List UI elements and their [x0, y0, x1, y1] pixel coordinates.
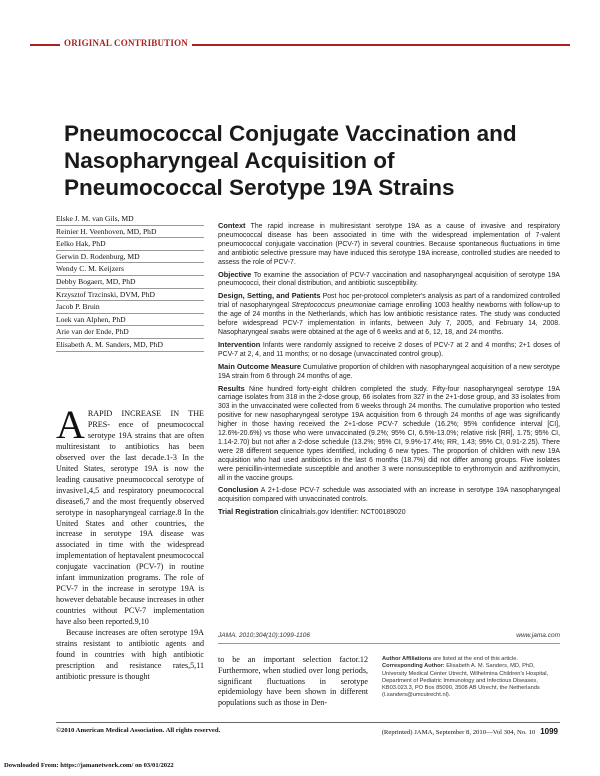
abstract	[218, 222, 560, 521]
author-affiliations: Author Affiliations are listed at the end of this article. Corresponding Author: Elisabeth A. M. Sanders, MD, PhD, University Medical Center Utrecht, Wilhelmina Children's Hospital, Department of Pediatric Immunology and Infectious Diseases, KB03.023.3, PO Box 85090, 3508 AB Utrecht, the Netherlands (l.sanders@umcutrecht.nl).	[382, 656, 549, 699]
abstract-context: Context The rapid increase in multiresistant serotype 19A as a cause of invasive and respiratory pneumococcal disease has been associated in time with the widespread implementation of 7-valent pneumococcal conjugate vaccination (PCV-7) in several countries. Because spontaneous fluctuations in time and antibiotic selective pressure may have induced this serotype 19A increase, controlled studies are needed to assess the role of PCV-7.	[218, 221, 560, 266]
abstract-trial: Trial Registration clinicaltrials.gov Identifier: NCT00189020	[218, 507, 406, 517]
abstract-intervention: Intervention Infants were randomly assigned to receive 2 doses of PCV-7 at 2 and 4 months; 2+1 doses of PCV-7 at 2, 4, and 11 months; or no dosage (unvaccinated control group).	[218, 339, 561, 358]
abstract-outcome: Main Outcome Measure Cumulative proportion of children with nasopharyngeal acquisition of a new serotype 19A strain from 6 through 24 months of age.	[218, 361, 560, 380]
body-paragraph: Because increases are often serotype 19A strains resistant to antibiotic agents and found in countries with high antibiotic prescription and resistance rates,5,11 antibiotic pressure is thought	[56, 628, 204, 681]
website-link[interactable]: www.jama.com	[516, 632, 560, 639]
author: Jacob P. Bruin	[56, 301, 204, 314]
abstract-design: Design, Setting, and Patients Post hoc per-protocol completer's analysis as part of a randomized controlled trial of nasopharyngeal Streptococcus pneumoniae carriage enrolling 1003 healthy newborns with follow-up to the age of 24 months in the Netherlands, which has low antibiotic resistance rates. The study was conducted before widespread PCV-7 implementation in infants, between July 7, 2005, and February 14, 2008. Nasopharyngeal swabs were obtained at the age of 6 weeks and at 6, 12, 18, and 24 months.	[218, 291, 560, 336]
footer-rule	[56, 722, 560, 723]
section-label: ORIGINAL CONTRIBUTION	[60, 38, 192, 48]
body-paragraph: ARAPID INCREASE IN THE PRES- ence of pneumococcal serotype 19A strains that are often multiresistant to antibiotics has been observed over the last decade.1-3 In the United States, serotype 19A is now the leading causative pneumococcal serotype of invasive1,4,5 and respiratory pneumococcal disease6,7 and the most frequently observed serotype in nasopharyngeal carriage.8 In the United States and other countries, the increase in serotype 19A disease was associated in time with the widespread implementation of heptavalent pneumococcal conjugate vaccination (PCV-7) in routine infant immunization programs. The role of PCV-7 in the increase in serotype 19A is however debatable because increases in other countries without PCV-7 implementation have also been reported.9,10	[56, 402, 204, 627]
journal-citation: JAMA. 2010;304(10):1099-1106	[218, 632, 311, 639]
author: Krzysztof Trzcinski, DVM, PhD	[56, 289, 204, 302]
author: Eelko Hak, PhD	[56, 238, 204, 251]
citation-line	[218, 632, 560, 639]
drop-cap: A	[56, 402, 85, 447]
author-list	[56, 213, 204, 352]
author: Wendy C. M. Keijzers	[56, 263, 204, 276]
author: Elske J. M. van Gils, MD	[56, 213, 204, 226]
download-notice: Downloaded From: https://jamanetwork.com/ on 03/01/2022	[4, 762, 174, 769]
page-number: 1099	[540, 727, 558, 736]
copyright: ©2010 American Medical Association. All rights reserved.	[56, 727, 221, 734]
author: Reinier H. Veenhoven, MD, PhD	[56, 226, 204, 239]
abstract-objective: Objective To examine the association of PCV-7 vaccination and nasopharyngeal acquisition of serotype 19A pneumococci, their clonal distribution, and antibiotic susceptibility.	[218, 269, 560, 288]
abstract-results: Results Nine hundred forty-eight children completed the study. Fifty-four nasopharyngeal serotype 19A carriage isolates from 318 in the 2-dose group, 66 isolates from 327 in the 2+1-dose group, and 33 isolates from 303 in the unvaccinated were collected from 6 weeks through 24 months. The cumulative proportion who tested positive for new nasopharyngeal serotype 19A acquisition from 6 through 24 months of age was significantly higher in those having received the 2+1-dose PCV-7 schedule (16.2%; 95% confidence interval [CI], 12.6%-20.6%) vs those who were unvaccinated (9.2%; 95% CI, 6.5%-13.0%; relative risk [RR], 1.75; 95% CI, 1.14-2.70) but not after a 2-dose schedule (13.2%; 95% CI, 9.9%-17.4%; RR, 1.43; 95% CI, 0.91-2.25). There were 28 different sequence types identified, including 6 new types. The proportion of children with new 19A acquisition who had used antibiotics in the last 6 months (18.7%) did not differ among groups. Five isolates were penicillin-intermediate susceptible and another 3 were nonsusceptible to erythromycin and azithromycin, all in the vaccine groups.	[218, 383, 560, 482]
author: Arie van der Ende, PhD	[56, 326, 204, 339]
article-title: Pneumococcal Conjugate Vaccination and Nasopharyngeal Acquisition of Pneumococcal Serotype 19A Strains	[64, 121, 517, 200]
author: Elisabeth A. M. Sanders, MD, PhD	[56, 339, 204, 352]
divider	[218, 643, 560, 644]
abstract-conclusion: Conclusion A 2+1-dose PCV-7 schedule was associated with an increase in serotype 19A nasopharyngeal acquisition compared with unvaccinated controls.	[218, 485, 560, 504]
body-column-1	[56, 402, 204, 683]
author: Gerwin D. Rodenburg, MD	[56, 251, 204, 264]
body-column-2: to be an important selection factor.12 Furthermore, when studied over long periods, significant fluctuations in serotype epidemiology have been shown in different populations such as those in Den-	[218, 655, 368, 708]
author: Loek van Alphen, PhD	[56, 314, 204, 327]
author: Debby Bogaert, MD, PhD	[56, 276, 204, 289]
page-info: (Reprinted) JAMA, September 8, 2010—Vol 304, No. 10 1099	[381, 727, 558, 736]
